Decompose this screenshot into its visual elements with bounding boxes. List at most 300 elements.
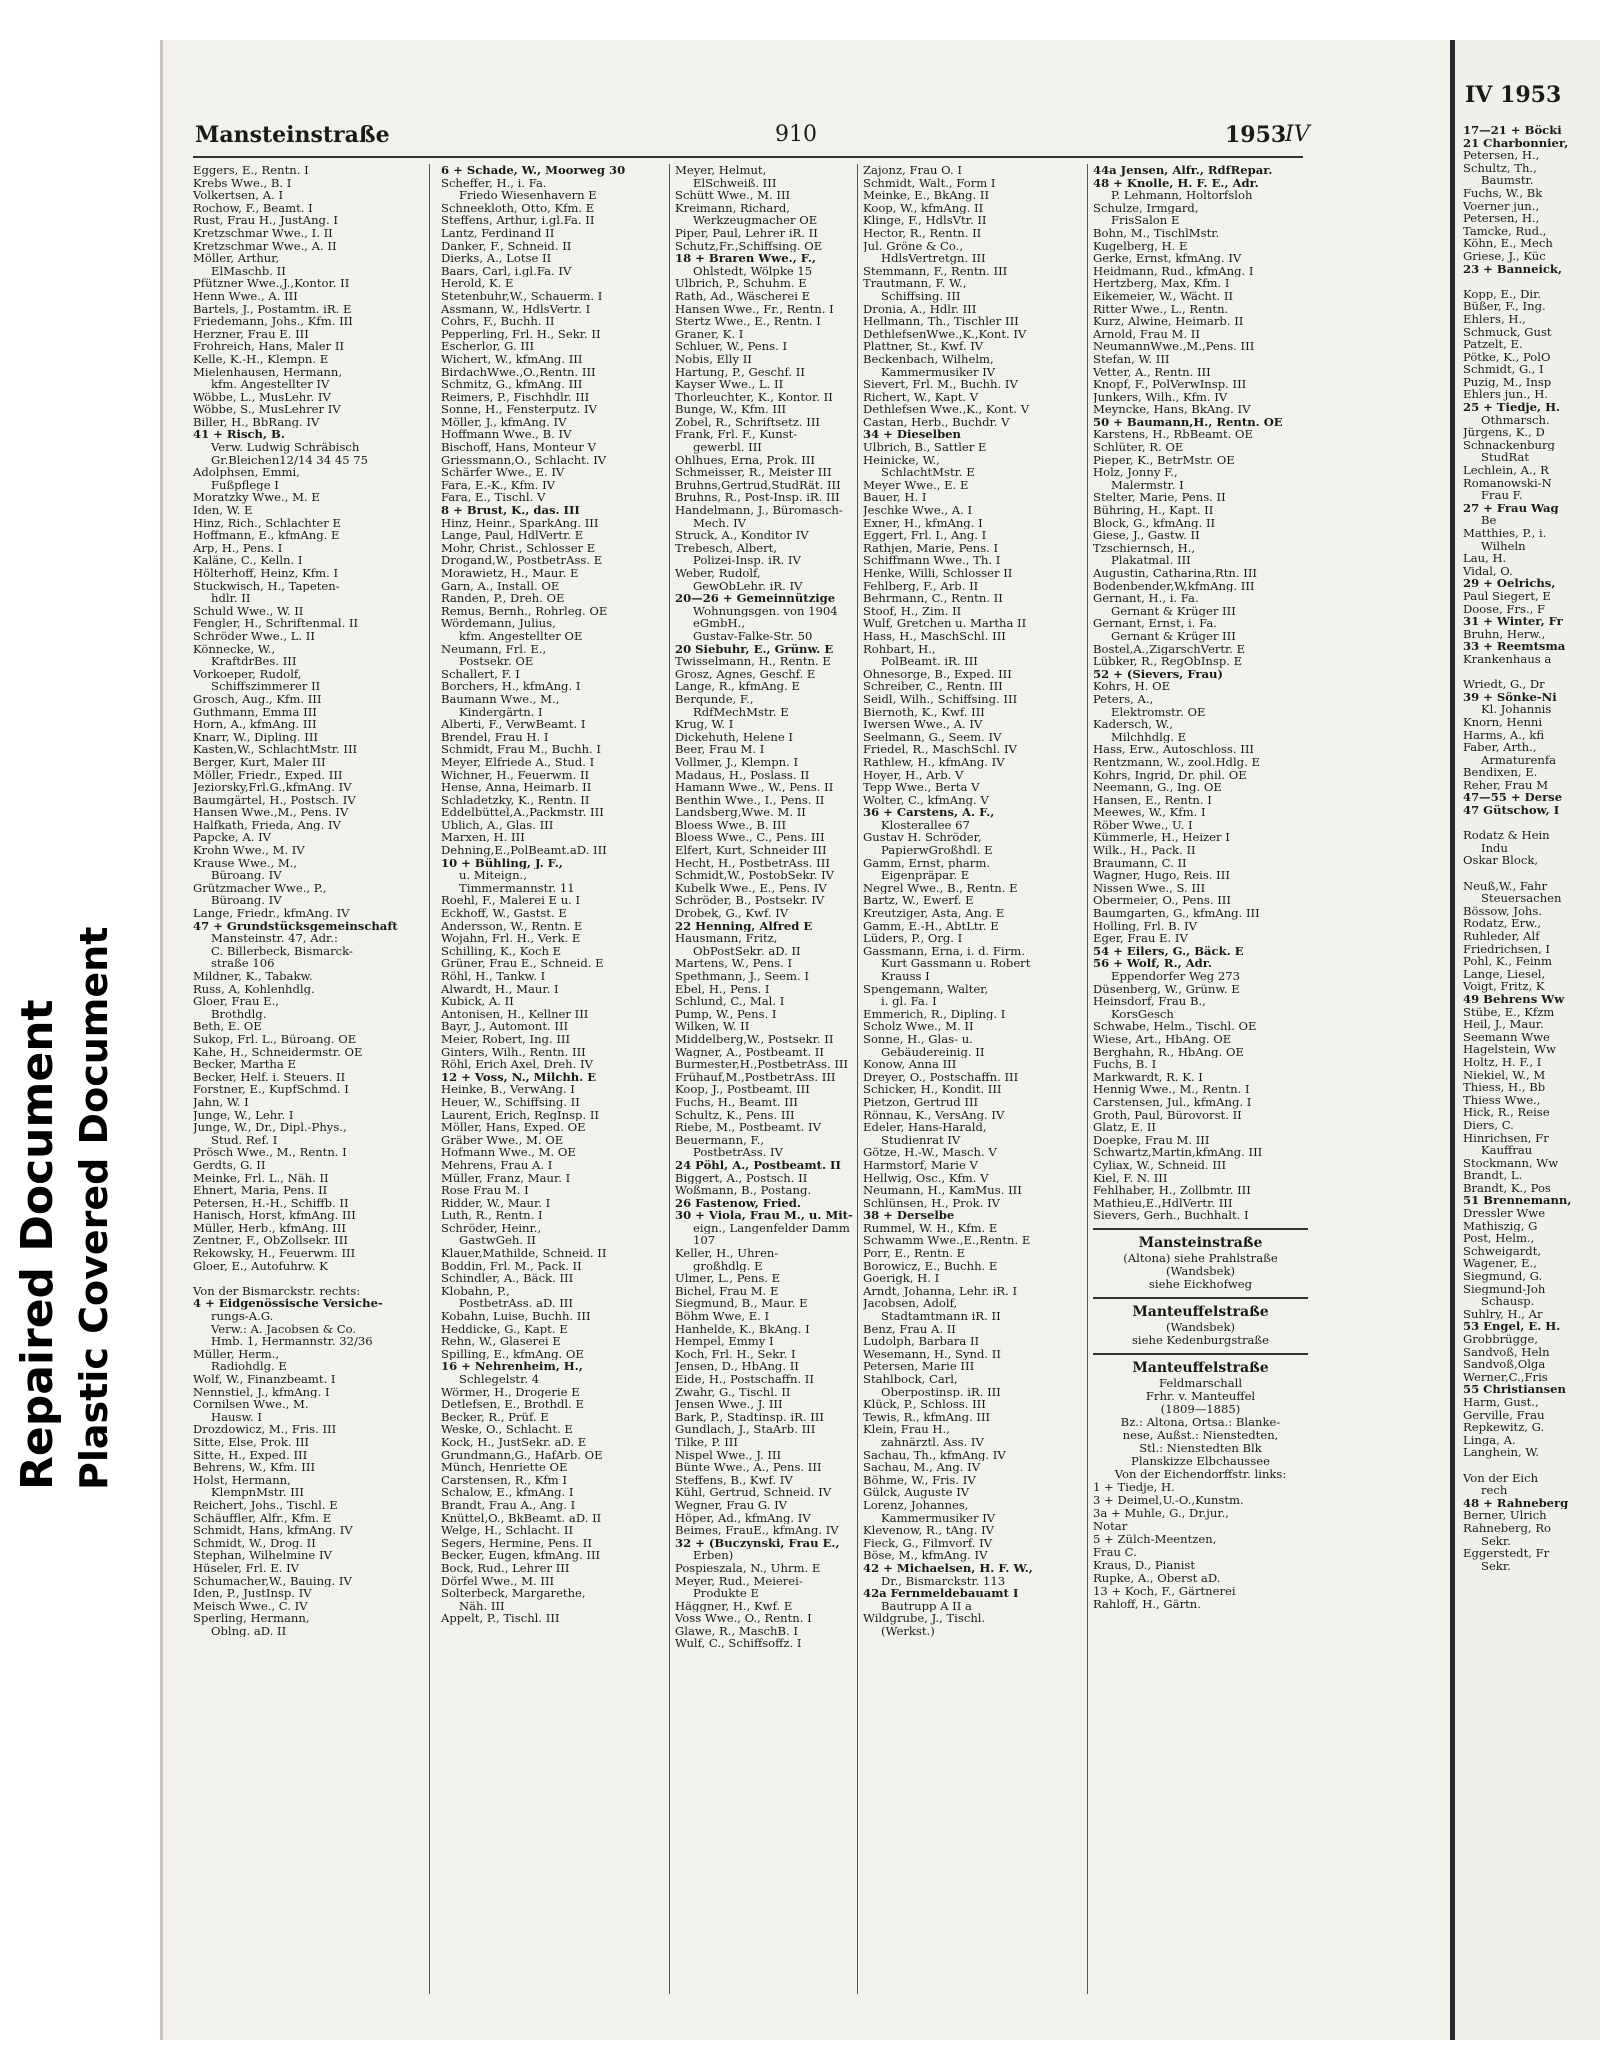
side-labels	[0, 926, 150, 1500]
header-year: 1953	[1225, 122, 1287, 148]
directory-entry: Zwahr, G., Tischl. II	[675, 1385, 791, 1399]
directory-entry: 33 + Reemtsma	[1463, 640, 1566, 653]
directory-entry: Koop, J., Postbeamt. III	[675, 1083, 810, 1096]
directory-entry: Solterbeck, Margarethe,	[441, 1587, 586, 1600]
directory-entry: Hausw. I	[211, 1410, 262, 1424]
directory-entry: 53 Engel, E. H.	[1463, 1320, 1561, 1333]
directory-entry: Beuermann, F.,	[675, 1133, 765, 1147]
directory-entry: Diers, C.	[1463, 1118, 1514, 1132]
directory-entry: Nobis, Elly II	[675, 352, 752, 366]
directory-entry: Arnold, Frau M. II	[1093, 327, 1200, 341]
directory-entry: Benthin Wwe., I., Pens. II	[675, 793, 825, 807]
directory-entry: Beimes, FrauE., kfmAng. IV	[675, 1524, 839, 1537]
directory-entry: Schultz, Th.,	[1463, 161, 1537, 175]
directory-entry: Klobahn, P.,	[441, 1284, 510, 1298]
directory-entry: Wesemann, H., Synd. II	[863, 1347, 1001, 1361]
repaired-document-label: Repaired Document	[12, 999, 63, 1490]
directory-entry: Schmidt, G., I	[1463, 363, 1544, 376]
directory-entry: Brothdlg.	[211, 1007, 267, 1021]
directory-entry: Krause Wwe., M.,	[193, 856, 298, 870]
directory-entry: ObPostSekr. aD. II	[693, 944, 801, 958]
directory-entry: 49 Behrens Ww	[1463, 992, 1565, 1006]
directory-entry: Obermeier, O., Pens. III	[1093, 894, 1231, 908]
directory-entry: Becker, R., Prüf. E	[441, 1410, 549, 1424]
directory-entry: Mansteinstr. 47, Adr.:	[211, 932, 338, 945]
directory-entry: Struck, A., Konditor IV	[675, 529, 809, 542]
directory-entry: Nennstiel, J., kfmAng. I	[193, 1385, 330, 1399]
directory-entry: Hausmann, Fritz,	[675, 932, 778, 945]
directory-entry: Hanhelde, K., BkAng. I	[675, 1322, 810, 1336]
street-box-line: Frhr. v. Manteuffel	[1145, 1388, 1256, 1403]
directory-entry: Frank, Frl. F., Kunst-	[675, 428, 798, 442]
directory-entry: Milchhdlg. E	[1111, 730, 1187, 744]
directory-entry: Griessmann,O., Schlacht. IV	[441, 453, 607, 467]
directory-entry: Middelberg,W., Postsekr. II	[675, 1032, 834, 1046]
directory-entry: Büßer, F., Ing.	[1463, 300, 1546, 313]
directory-entry: Rust, Frau H., JustAng. I	[193, 214, 338, 227]
directory-entry: eign., Langenfelder Damm	[693, 1221, 850, 1235]
directory-entry: Ebel, H., Pens. I	[675, 982, 770, 996]
column-divider	[1087, 164, 1088, 1994]
directory-entry: Iwersen Wwe., A. IV	[863, 718, 983, 731]
directory-entry: Gamm, E.-H., AbtLtr. E	[863, 919, 999, 933]
directory-entry: Kugelberg, H. E	[1093, 239, 1188, 253]
directory-entry: Schäuffler, Alfr., Kfm. E	[193, 1511, 332, 1525]
directory-entry: Schallert, F. I	[441, 667, 520, 681]
directory-entry: Steffens, Arthur, i.gl.Fa. II	[441, 214, 595, 227]
directory-entry: Berqunde, F.,	[675, 692, 754, 706]
directory-entry: Plattner, St., Kwf. IV	[863, 340, 984, 353]
directory-entry: Schumacher,W., Bauing. IV	[193, 1574, 352, 1588]
directory-entry: Langhein, W.	[1463, 1446, 1539, 1459]
directory-entry: Klauer,Mathilde, Schneid. II	[441, 1247, 607, 1260]
directory-entry: Karstens, H., RbBeamt. OE	[1093, 428, 1253, 442]
directory-entry: Porr, E., Rentn. E	[863, 1247, 966, 1260]
directory-entry: Hass, Erw., Autoschloss. III	[1093, 743, 1254, 756]
street-box-line: 5 + Zülch-Meentzen,	[1093, 1531, 1217, 1546]
directory-entry: Doepke, Frau M. III	[1093, 1133, 1210, 1147]
directory-entry: Thiess, H., Bb	[1463, 1081, 1546, 1094]
directory-entry: Koch, Frl. H., Sekr. I	[675, 1347, 796, 1361]
directory-entry: Lange, Liesel,	[1463, 967, 1546, 981]
directory-entry: Be	[1481, 514, 1497, 527]
directory-entry: Patzelt, E.	[1463, 338, 1523, 351]
directory-entry: Trebesch, Albert,	[675, 541, 777, 555]
directory-entry: Fuchs, B. I	[1093, 1058, 1157, 1071]
directory-entry: Papcke, A. IV	[193, 831, 272, 845]
directory-entry: Behrens, W., Kfm. III	[193, 1461, 316, 1474]
directory-entry: Verw. Ludwig Schräbisch	[211, 441, 360, 454]
directory-entry: Lange, Paul, HdlVertr. E	[441, 529, 584, 542]
directory-entry: Beth, E. OE	[193, 1020, 262, 1033]
directory-entry: Rahneberg, Ro	[1463, 1521, 1552, 1535]
directory-entry: Stud. Ref. I	[211, 1133, 278, 1147]
directory-entry: Segers, Hermine, Pens. II	[441, 1536, 592, 1550]
directory-entry: Friedo Wiesenhavern E	[459, 189, 597, 202]
directory-entry: Wöbbe, L., MusLehr. IV	[193, 390, 331, 404]
directory-entry: Pepperling, Frl. H., Sekr. II	[441, 327, 601, 341]
directory-entry: Gustav-Falke-Str. 50	[693, 629, 813, 643]
directory-entry: Ruhleder, Alf	[1463, 930, 1540, 943]
directory-entry: Harmstorf, Marie V	[863, 1158, 978, 1172]
directory-entry: Dörfel Wwe., M. III	[441, 1574, 555, 1588]
directory-entry: Thorleuchter, K., Kontor. II	[675, 390, 833, 404]
directory-entry: Grundmann,G., HafArb. OE	[441, 1448, 603, 1462]
directory-entry: Tamcke, Rud.,	[1463, 224, 1547, 238]
directory-entry: rungs-A.G.	[211, 1310, 274, 1323]
directory-entry: GewObLehr. iR. IV	[693, 579, 803, 593]
street-box-line: siehe Kedenburgstraße	[1131, 1332, 1269, 1347]
directory-entry: u. Miteign.,	[459, 869, 527, 882]
directory-entry: Schmuck, Gust	[1463, 325, 1552, 339]
directory-entry: Arp, H., Pens. I	[193, 541, 283, 555]
directory-entry: Meyer, Helmut,	[675, 164, 767, 177]
directory-entry: Hoffmann Wwe., B. IV	[441, 428, 572, 442]
directory-entry: Kretzschmar Wwe., I. II	[193, 226, 333, 240]
directory-entry: Othmarsch.	[1481, 413, 1550, 427]
directory-entry: Stetenbuhr,W., Schauerm. I	[441, 289, 603, 303]
directory-entry: Meyer Wwe., E. E	[863, 478, 969, 492]
directory-entry: Friedemann, Johs., Kfm. III	[193, 315, 353, 328]
directory-entry: Schneekloth, Otto, Kfm. E	[441, 201, 595, 215]
directory-entry: Sekr.	[1481, 1559, 1511, 1573]
directory-entry: Kayser Wwe., L. II	[675, 378, 784, 391]
directory-entry: Appelt, P., Tischl. III	[441, 1612, 560, 1625]
directory-entry: 18 + Braren Wwe., F.,	[675, 252, 816, 265]
directory-entry: Grützmacher Wwe., P.,	[193, 881, 327, 895]
directory-entry: Ludolph, Barbara II	[863, 1335, 980, 1348]
directory-entry: Frohreich, Hans, Maler II	[193, 340, 345, 353]
directory-entry: Malermstr. I	[1111, 478, 1184, 492]
directory-entry: Lange, Friedr., kfmAng. IV	[193, 907, 350, 920]
directory-entry: Brandt, K., Pos	[1463, 1181, 1551, 1195]
directory-entry: Kretzschmar Wwe., A. II	[193, 239, 337, 253]
directory-entry: Armaturenfa	[1481, 753, 1557, 767]
directory-entry: Werner,C.,Fris	[1463, 1370, 1548, 1384]
directory-entry: Morawietz, H., Maur. E	[441, 567, 579, 580]
directory-entry: Hass, H., MaschSchl. III	[863, 629, 1006, 643]
directory-entry: Junge, W., Lehr. I	[193, 1108, 294, 1122]
directory-entry: Schnackenburg	[1463, 438, 1555, 452]
directory-entry: Stertz Wwe., E., Rentn. I	[675, 315, 821, 328]
directory-entry: Heinicke, W.,	[863, 453, 940, 467]
directory-entry: Kopp, E., Dir.	[1463, 287, 1542, 301]
street-box-line: siehe Eickhofweg	[1148, 1276, 1253, 1291]
directory-entry: Spilling, E., kfmAng. OE	[441, 1347, 584, 1361]
directory-entry: Gundlach, J., StaArb. III	[675, 1423, 816, 1436]
directory-entry: Boddin, Frl. M., Pack. II	[441, 1259, 582, 1273]
directory-entry: Dreyer, O., Postschaffn. III	[863, 1070, 1019, 1084]
directory-entry: Klinge, F., HdlsVtr. II	[863, 214, 987, 227]
directory-entry: Markwardt, R. K. I	[1093, 1070, 1203, 1084]
directory-entry: Eger, Frau E. IV	[1093, 932, 1188, 945]
directory-entry: Vetter, A., Rentn. III	[1093, 365, 1211, 379]
directory-entry: Exner, H., kfmAng. I	[863, 516, 983, 530]
directory-entry: Ohnesorge, B., Exped. III	[863, 667, 1012, 681]
directory-entry: Münch, Henriette OE	[441, 1461, 568, 1474]
directory-entry: Emmerich, R., Dipling. I	[863, 1007, 1006, 1021]
directory-entry: Linga, A.	[1463, 1433, 1516, 1447]
directory-entry: Elektromstr. OE	[1111, 705, 1206, 719]
directory-entry: Hempel, Emmy I	[675, 1335, 774, 1348]
directory-entry: Schärfer Wwe., E. IV	[441, 466, 565, 479]
directory-entry: Henke, Willi, Schlosser II	[863, 567, 1013, 580]
directory-entry: Kurt Gassmann u. Robert	[881, 957, 1031, 970]
directory-entry: Schmidt,W., PostobSekr. IV	[675, 869, 835, 882]
directory-entry: Büroang. IV	[211, 894, 282, 908]
directory-entry: Stahlbock, Carl,	[863, 1373, 958, 1386]
directory-entry: Schausp.	[1481, 1295, 1535, 1308]
directory-entry: 41 + Risch, B.	[193, 428, 285, 442]
directory-entry: FrisSalon E	[1111, 214, 1180, 227]
directory-entry: Gräber Wwe., M. OE	[441, 1133, 564, 1147]
directory-entry: Näh. III	[459, 1599, 505, 1613]
directory-entry: Studienrat IV	[881, 1133, 961, 1147]
street-box-line: Kraus, D., Pianist	[1093, 1557, 1196, 1572]
directory-entry: Klosterallee 67	[881, 818, 970, 832]
directory-entry: 27 + Frau Wag	[1463, 501, 1559, 515]
directory-entry: Remus, Bernh., Rohrleg. OE	[441, 604, 608, 618]
directory-entry: Hanisch, Horst, kfmAng. III	[193, 1209, 356, 1222]
directory-entry: Von der Bismarckstr. rechts:	[193, 1284, 361, 1298]
directory-entry: Edeler, Hans-Harald,	[863, 1121, 987, 1134]
directory-entry: 26 Fastenow, Fried.	[675, 1196, 801, 1210]
directory-entry: Nissen Wwe., S. III	[1093, 881, 1206, 895]
directory-entry: straße 106	[211, 957, 275, 970]
directory-entry: Konow, Anna III	[863, 1058, 957, 1071]
directory-entry: Wöbbe, S., MusLehrer IV	[193, 403, 341, 416]
street-box-line: 3 + Deimel,U.-O.,Kunstm.	[1093, 1492, 1244, 1507]
directory-entry: Bruhns, R., Post-Insp. iR. III	[675, 491, 840, 505]
directory-entry: Bartz, W., Ewerf. E	[863, 894, 974, 908]
directory-entry: Carstensen, R., Kfm I	[441, 1473, 567, 1487]
directory-entry: Niekiel, W., M	[1463, 1068, 1546, 1082]
directory-entry: Schmidt, W., Drog. II	[193, 1536, 316, 1550]
directory-entry: GastwGeh. II	[459, 1234, 536, 1248]
directory-entry: Twisselmann, H., Rentn. E	[675, 655, 831, 668]
directory-entry: 29 + Oelrichs,	[1463, 577, 1556, 590]
directory-entry: Jul. Gröne & Co.,	[863, 239, 964, 253]
directory-page	[160, 40, 1453, 2040]
directory-entry: 48 + Rahneberg	[1463, 1496, 1569, 1510]
directory-entry: Spengemann, Walter,	[863, 982, 989, 996]
directory-entry: Kobahn, Luise, Buchh. III	[441, 1310, 591, 1323]
directory-entry: Mohr, Christ., Schlosser E	[441, 541, 596, 555]
directory-entry: Gloer, Frau E.,	[193, 995, 279, 1008]
directory-entry: Bautrupp A II a	[881, 1599, 972, 1613]
directory-entry: Reimers, P., Fischhdlr. III	[441, 390, 590, 404]
directory-entry: Hölterhoff, Heinz, Kfm. I	[193, 567, 339, 580]
directory-entry: Luth, R., Rentn. I	[441, 1209, 543, 1222]
directory-entry: Hellmann, Th., Tischler III	[863, 315, 1019, 328]
directory-entry: Stoof, H., Zim. II	[863, 604, 962, 618]
directory-entry: Klück, P., Schloss. III	[863, 1398, 986, 1411]
directory-entry: Tewis, R., kfmAng. III	[863, 1410, 991, 1424]
directory-entry: Hennig Wwe., M., Rentn. I	[1093, 1083, 1250, 1096]
directory-entry: Baumgarten, G., kfmAng. III	[1093, 907, 1260, 920]
street-box-line: (Altona) siehe Prahlstraße	[1123, 1250, 1278, 1265]
directory-entry: Eikemeier, W., Wächt. II	[1093, 289, 1234, 303]
directory-entry: Siegmund-Joh	[1463, 1282, 1546, 1296]
directory-entry: Klein, Frau H.,	[863, 1423, 950, 1436]
directory-entry: Meyncke, Hans, BkAng. IV	[1093, 403, 1251, 416]
directory-entry: Jahn, W. I	[193, 1095, 249, 1109]
directory-entry: Ohlstedt, Wölpke 15	[693, 264, 813, 278]
directory-entry: Ehnert, Maria, Pens. II	[193, 1184, 328, 1197]
street-box-line: Von der Eichendorffstr. links:	[1114, 1466, 1287, 1481]
directory-entry: Radiohdlg. E	[211, 1360, 287, 1373]
directory-entry: Sukop, Frl. L., Büroang. OE	[193, 1032, 357, 1046]
directory-entry: Rochow, F., Beamt. I	[193, 201, 313, 215]
directory-entry: Lechlein, A., R	[1463, 464, 1549, 477]
directory-entry: Kiel, F. N. III	[1093, 1171, 1168, 1185]
column-divider	[429, 164, 430, 1994]
directory-entry: Glawe, R., MaschB. I	[675, 1624, 798, 1638]
directory-entry: Martens, W., Pens. I	[675, 957, 793, 970]
directory-entry: Repkewitz, G.	[1463, 1421, 1545, 1434]
directory-entry: Rathjen, Marie, Pens. I	[863, 541, 999, 555]
directory-entry: Schmeisser, R., Meister III	[675, 466, 832, 479]
street-box-line: 13 + Koch, F., Gärtnerei	[1093, 1583, 1236, 1598]
directory-entry: Schlund, C., Mal. I	[675, 995, 785, 1008]
directory-entry: Cornilsen Wwe., M.	[193, 1398, 309, 1411]
directory-entry: Petersen, H.,	[1463, 149, 1540, 162]
directory-entry: Hofmann Wwe., M. OE	[441, 1146, 576, 1159]
directory-entry: Eckhoff, W., Gastst. E	[441, 907, 567, 920]
directory-entry: 55 Christiansen	[1463, 1383, 1566, 1396]
directory-entry: Wulf, Gretchen u. Martha II	[863, 617, 1027, 630]
directory-entry: Brendel, Frau H. I	[441, 730, 549, 744]
directory-entry: Rose Frau M. I	[441, 1184, 529, 1197]
directory-entry: Borowicz, E., Buchh. E	[863, 1259, 998, 1273]
directory-entry: Hartung, P., Geschf. II	[675, 365, 805, 379]
directory-entry: Jacobsen, Adolf,	[863, 1297, 958, 1311]
directory-entry: Sachau, M., Ang. IV	[863, 1461, 981, 1474]
directory-entry: Fengler, H., Schriftenmal. II	[193, 617, 359, 630]
directory-entry: KorsGesch	[1111, 1007, 1174, 1021]
directory-entry: Kurz, Alwine, Heimarb. II	[1093, 315, 1244, 328]
directory-entry: Schulze, Irmgard,	[1093, 201, 1199, 215]
directory-entry: RdfMechMstr. E	[693, 705, 789, 719]
directory-entry: Bohn, M., TischlMstr.	[1093, 226, 1220, 240]
directory-entry: Laurent, Erich, RegInsp. II	[441, 1108, 599, 1122]
directory-entry: Stübe, E., Kfzm	[1463, 1005, 1555, 1019]
directory-entry: Brandt, L.	[1463, 1169, 1523, 1182]
directory-entry: Prösch Wwe., M., Rentn. I	[193, 1146, 347, 1159]
directory-entry: Negrel Wwe., B., Rentn. E	[863, 881, 1018, 895]
directory-entry: Bauer, H. I	[863, 491, 927, 505]
directory-entry: Graner, K. I	[675, 327, 744, 341]
directory-entry: Bendixen, E.	[1463, 766, 1538, 779]
directory-entry: Berner, Ulrich	[1463, 1509, 1547, 1522]
directory-entry: 38 + Derselbe	[863, 1209, 955, 1222]
directory-entry: Groth, Paul, Bürovorst. II	[1093, 1108, 1242, 1122]
directory-entry: Schwamm Wwe.,E.,Rentn. E	[863, 1234, 1031, 1248]
directory-entry: Kahe, H., Schneidermstr. OE	[193, 1045, 363, 1059]
directory-entry: Hansen, E., Rentn. I	[1093, 793, 1212, 807]
directory-entry: Dethlefsen Wwe.,K., Kont. V	[863, 403, 1030, 416]
directory-entry: Riebe, M., Postbeamt. IV	[675, 1121, 821, 1134]
directory-entry: Kreimann, Richard,	[675, 201, 790, 215]
directory-entry: Kühl, Gertrud, Schneid. IV	[675, 1486, 832, 1499]
directory-entry: Seidl, Wilh., Schiffsing. III	[863, 692, 1018, 706]
directory-entry: Möller, J., kfmAng. IV	[441, 415, 567, 429]
street-box-line: (1809—1885)	[1160, 1401, 1241, 1416]
directory-entry: Köhn, E., Mech	[1463, 237, 1553, 250]
directory-entry: Heuer, W., Schiffsing. II	[441, 1095, 580, 1109]
directory-entry: Ridder, W., Maur. I	[441, 1196, 551, 1210]
directory-entry: Klevenow, R., tAng. IV	[863, 1524, 995, 1537]
directory-entry: Drobek, G., Kwf. IV	[675, 907, 789, 920]
directory-entry: Cyliax, W., Schneid. III	[1093, 1158, 1227, 1172]
directory-entry: 54 + Eilers, G., Bäck. E	[1093, 944, 1244, 958]
directory-entry: Bayr, J., Automont. III	[441, 1020, 569, 1033]
adjacent-page-header: IV 1953	[1465, 82, 1562, 108]
directory-entry: Steuersachen	[1481, 892, 1562, 905]
directory-entry: Heddicke, G., Kapt. E	[441, 1322, 568, 1336]
directory-entry: Bock, Rud., Lehrer III	[441, 1561, 570, 1575]
directory-entry: Andersson, W., Rentn. E	[441, 919, 583, 933]
directory-entry: Dierks, A., Lotse II	[441, 252, 552, 265]
column-divider	[857, 164, 858, 1994]
directory-entry: Krankenhaus a	[1463, 652, 1552, 666]
directory-entry: Detlefsen, E., Brothdl. E	[441, 1398, 584, 1411]
directory-entry: Schuld Wwe., W. II	[193, 604, 304, 618]
directory-entry: rech	[1481, 1484, 1508, 1497]
directory-entry: Meisch Wwe., C. IV	[193, 1599, 308, 1613]
directory-entry: Brandt, Frau A., Ang. I	[441, 1498, 576, 1512]
directory-entry	[1463, 666, 1600, 679]
directory-entry: Ehlers jun., H.	[1463, 388, 1549, 402]
directory-entry: Wiese, Art., HbAng. OE	[1093, 1032, 1232, 1046]
directory-entry: Stelter, Marie, Pens. II	[1093, 491, 1226, 505]
directory-entry: Seelmann, G., Seem. IV	[863, 730, 1002, 744]
directory-entry: Jensen, D., HbAng. II	[675, 1360, 799, 1373]
directory-entry: Drogand,W., PostbetrAss. E	[441, 554, 603, 567]
directory-entry: Bodenbender,W,kfmAng. III	[1093, 579, 1255, 593]
directory-entry: Wojahn, Frl. H., Verk. E	[441, 932, 581, 945]
directory-entry: Paul Siegert, E	[1463, 589, 1551, 603]
directory-entry: Richert, W., Kapt. V	[863, 390, 979, 404]
directory-entry: Heinke, B., VerwAng. I	[441, 1083, 575, 1096]
directory-entry: Schicker, H., Kondit. III	[863, 1083, 1002, 1096]
street-box-line: (Wandsbek)	[1165, 1263, 1235, 1278]
directory-entry: HdlsVertretgn. III	[881, 252, 986, 265]
directory-entry: Rummel, W. H., Kfm. E	[863, 1221, 998, 1235]
directory-entry: Kubick, A. II	[441, 995, 514, 1008]
street-box-title: Manteuffelstraße	[1132, 1359, 1269, 1376]
directory-entry: Schalow, E., kfmAng. I	[441, 1486, 574, 1499]
directory-entry: SchlachtMstr. E	[881, 466, 975, 479]
directory-entry: Sievert, Frl. M., Buchh. IV	[863, 378, 1018, 391]
directory-entry: Augustin, Catharina,Rtn. III	[1093, 567, 1257, 580]
directory-entry: Wegner, Frau G. IV	[675, 1498, 788, 1512]
directory-entry: Drozdowicz, M., Fris. III	[193, 1423, 337, 1436]
directory-entry: Fara, E., Tischl. V	[441, 491, 546, 505]
directory-entry: Stemmann, F., Rentn. III	[863, 264, 1008, 278]
directory-entry: Reichert, Johs., Tischl. E	[193, 1498, 338, 1512]
directory-entry: Garn, A., Install. OE	[441, 579, 560, 593]
directory-entry: Hinz, Heinr., SparkAng. III	[441, 516, 599, 530]
directory-entry: Schiffmann Wwe., Th. I	[863, 554, 1001, 567]
directory-entry: Schiffsing. III	[881, 289, 961, 303]
directory-entry: Vidal, O.	[1463, 564, 1513, 578]
directory-entry: Neemann, G., Ing. OE	[1093, 781, 1222, 794]
adjacent-page	[1450, 40, 1600, 2040]
directory-entry: Lübker, R., RegObInsp. E	[1093, 655, 1243, 668]
directory-entry: Keller, H., Uhren-	[675, 1247, 779, 1260]
street-box-line: Bz.: Altona, Ortsa.: Blanke-	[1120, 1414, 1281, 1429]
